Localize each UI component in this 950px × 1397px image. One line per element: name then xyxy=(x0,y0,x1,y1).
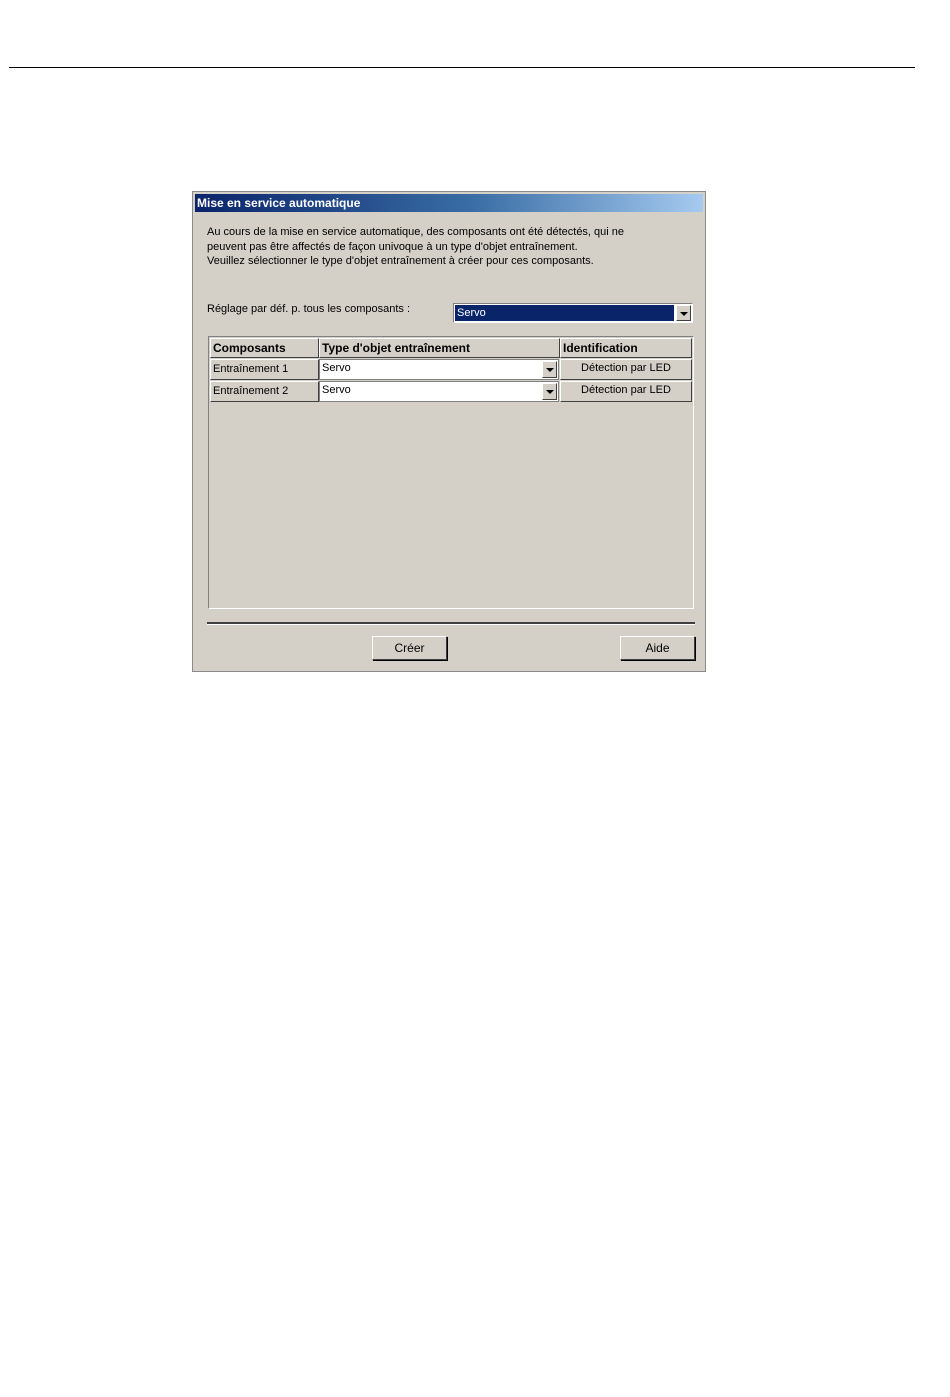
default-setting-label: Réglage par déf. p. tous les composants : xyxy=(207,303,411,315)
chevron-down-icon[interactable] xyxy=(542,383,557,400)
create-button[interactable]: Créer xyxy=(372,636,447,660)
row-2-led-detection-button[interactable]: Détection par LED xyxy=(560,381,692,402)
default-type-dropdown[interactable] xyxy=(453,303,693,323)
chevron-down-icon[interactable] xyxy=(676,305,691,321)
dialog-separator xyxy=(207,622,695,625)
row-component-1: Entraînement 1 xyxy=(210,359,319,380)
dialog-message xyxy=(207,225,677,269)
row-1-led-detection-button[interactable]: Détection par LED xyxy=(560,359,692,380)
row-2-type-value: Servo xyxy=(322,384,351,396)
column-header-components: Composants xyxy=(210,338,319,358)
row-component-2: Entraînement 2 xyxy=(210,381,319,402)
help-button[interactable]: Aide xyxy=(620,636,695,660)
row-1-type-dropdown[interactable] xyxy=(319,359,559,380)
chevron-down-icon[interactable] xyxy=(542,361,557,378)
auto-commissioning-dialog xyxy=(192,191,706,672)
message-line-2: peuvent pas être affectés de façon univoque à un type d'objet entraînement. xyxy=(207,240,578,253)
message-line-1: Au cours de la mise en service automatique, des composants ont été détectés, qui ne xyxy=(207,226,625,238)
row-2-type-dropdown[interactable] xyxy=(319,381,559,402)
column-header-type: Type d'objet entraînement xyxy=(319,338,560,358)
default-type-value: Servo xyxy=(455,305,674,321)
components-table xyxy=(208,336,694,609)
page-header-rule xyxy=(9,67,915,68)
message-line-3: Veuillez sélectionner le type d'objet entraînement à créer pour ces composants. xyxy=(207,255,594,267)
row-1-type-value: Servo xyxy=(322,362,351,374)
dialog-title: Mise en service automatique xyxy=(195,194,703,212)
column-header-identification: Identification xyxy=(560,338,692,358)
